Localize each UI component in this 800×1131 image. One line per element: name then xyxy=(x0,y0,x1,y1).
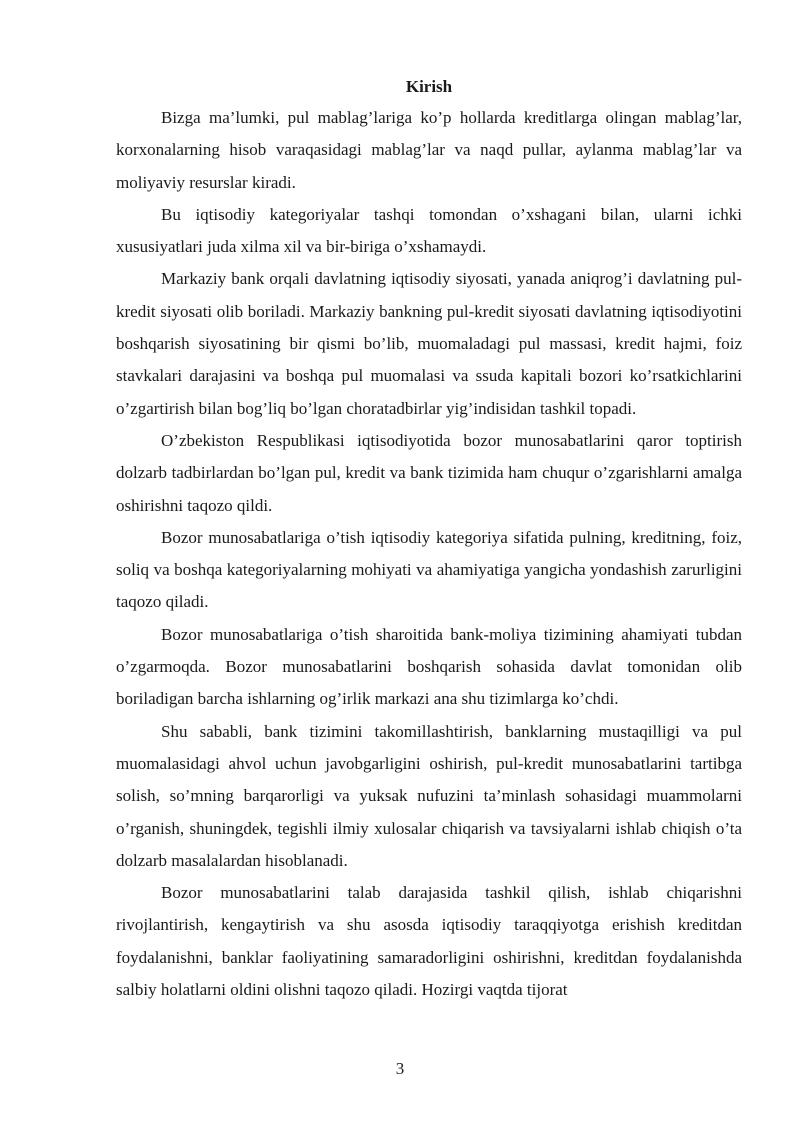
paragraph-5: Bozor munosabatlariga o’tish iqtisodiy kategoriya sifatida pulning, kreditning, foiz, soliq va boshqa kategoriyalarning mohiyati va ahamiyatiga yangicha yondashish zarurligini taqozo qiladi. xyxy=(116,527,742,612)
paragraph-3: Markaziy bank orqali davlatning iqtisodiy siyosati, yanada aniqrog’i davlatning pul-kredit siyosati olib boriladi. Markaziy bankning pul-kredit siyosati davlatning iqtisodiyotini boshqarish siyosatining bir qismi bo’lib, muomaladagi pul massasi, kredit hajmi, foiz stavkalari darajasini va boshqa pul muomalasi va ssuda kapitali bozori ko’rsatkichlarini o’zgartirish bilan bog’liq bo’lgan choratadbirlar yig’indisidan tashkil topadi. xyxy=(116,269,742,418)
paragraph-6: Bozor munosabatlariga o’tish sharoitida bank-moliya tizimining ahamiyati tubdan o’zgarmoqda. Bozor munosabatlarini boshqarish sohasida davlat tomonidan olib boriladigan barcha ishlarning og’irlik markazi ana shu tizimlarga ko’chdi. xyxy=(116,624,742,709)
document-body xyxy=(116,76,742,1006)
paragraph-2: Bu iqtisodiy kategoriyalar tashqi tomondan o’xshagani bilan, ularni ichki xususiyatlari juda xilma xil va bir-biriga o’xshamaydi. xyxy=(116,204,742,257)
section-title: Kirish xyxy=(405,77,453,96)
paragraph-8: Bozor munosabatlarini talab darajasida tashkil qilish, ishlab chiqarishni rivojlantirish, kengaytirish va shu asosda iqtisodiy taraqqiyotga erishish kreditdan foydalanishni, banklar faoliyatining samaradorligini oshirishni, kreditdan foydalanishda salbiy holatlarni oldini olishni taqozo qiladi. Hozirgi vaqtda tijorat xyxy=(116,883,742,1000)
paragraph-7: Shu sababli, bank tizimini takomillashtirish, banklarning mustaqilligi va pul muomalasidagi ahvol uchun javobgarligini oshirish, pul-kredit munosabatlarini tartibga solish, so’mning barqarorligi va yuksak nufuzini ta’minlash sohasidagi muammolarni o’rganish, shuningdek, tegishli ilmiy xulosalar chiqarish va tavsiyalarni ishlab chiqish o’ta dolzarb masalalardan hisoblanadi. xyxy=(116,721,742,870)
paragraph-4: O’zbekiston Respublikasi iqtisodiyotida bozor munosabatlarini qaror toptirish dolzarb tadbirlardan bo’lgan pul, kredit va bank tizimida ham chuqur o’zgarishlarni amalga oshirishni taqozo qildi. xyxy=(116,430,742,515)
page-number: 3 xyxy=(395,1059,405,1078)
paragraph-1: Bizga ma’lumki, pul mablag’lariga ko’p hollarda kreditlarga olingan mablag’lar, korxonalarning hisob varaqasidagi mablag’lar va naqd pullar, aylanma mablag’lar va moliyaviy resurslar kiradi. xyxy=(116,108,742,192)
